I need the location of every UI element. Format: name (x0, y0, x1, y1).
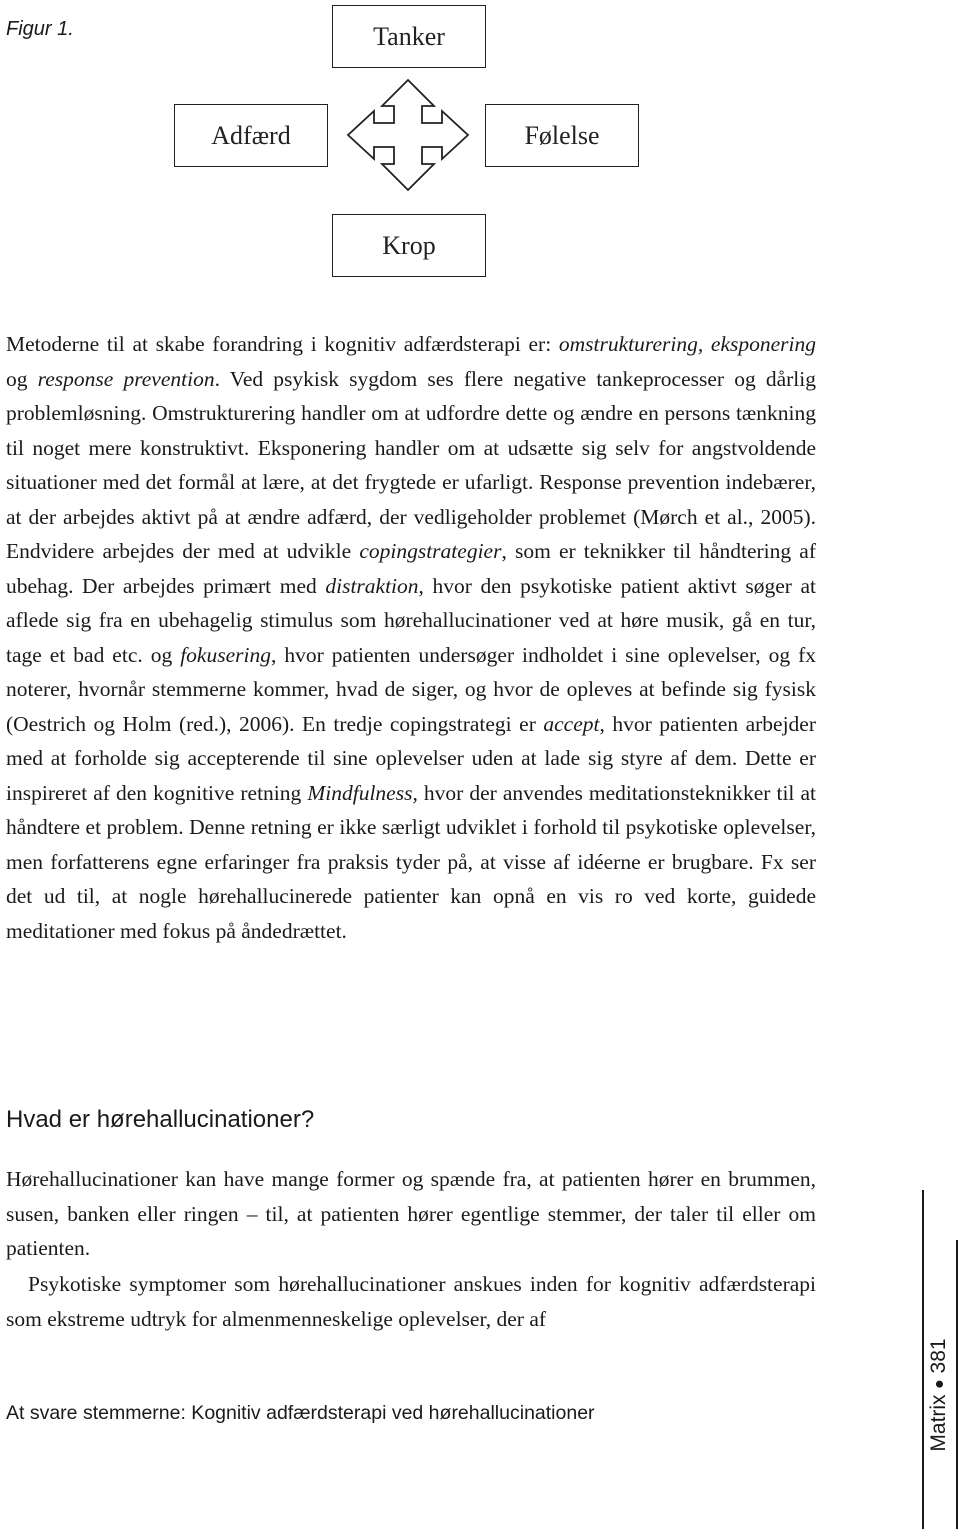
italic-term: omstrukturering, eksponering (558, 332, 817, 356)
bullet-dot-icon (936, 1380, 943, 1387)
text-run: hvor der anvendes meditationsteknikker til at håndtere et problem. Denne retning er ikke særligt udviklet i forhold til psykotiske oplevelser, men forfatterens egne erfaringer fra praksis tyder på, at visse af idéerne er brugbare. Fx ser det ud til, at nogle hørehallucinerede patienter kan opnå en vis ro ved korte, guidede meditationer med fokus på åndedrættet. (6, 780, 816, 943)
body-paragraph-symptoms: Psykotiske symptomer som hørehallucinationer anskues inden for kognitiv adfærdsterapi som ekstreme udtryk for almenmenneskelige oplevelser, der af (6, 1272, 816, 1331)
body-paragraph-definition: Hørehallucinationer kan have mange former og spænde fra, at patienten hører en brummen, susen, banken eller ringen – til, at patienten hører egentlige stemmer, der taler til eller om patienten. (6, 1167, 816, 1260)
text-run: , som er teknikker til håndtering af ubehag. Der arbejdes primært med (6, 539, 816, 598)
text-run: . Ved psykisk sygdom ses flere negative tankeprocesser og dårlig problemløsning. Omstrukturering handler om at udfordre dette og ændre en persons tænkning til noget mere konstruktivt. Eksponering handler om at udsætte sig selv for angstvoldende situationer med det formål at lære, at det frygtede er ufarligt. Response prevention indebærer, at der arbejdes aktivt på at ændre adfærd, der vedligeholder problemet (Mørch et al., 2005). Endvidere arbejdes der med at udvikle (6, 366, 817, 563)
italic-term: fokusering (180, 642, 271, 667)
italic-term: response prevention (37, 366, 215, 391)
journal-name: Matrix (927, 1394, 950, 1452)
italic-term: accept (543, 711, 600, 736)
diagram-node-adfaerd: Adfærd (174, 104, 328, 167)
italic-term: distraktion (325, 573, 419, 598)
diagram-node-tanker: Tanker (332, 5, 486, 68)
body-paragraph-methods (6, 327, 816, 948)
text-run: og (6, 366, 38, 391)
four-way-arrow-icon (346, 78, 470, 192)
text-run: , hvor patienten undersøger indholdet i sine oplevelser, og fx noterer, hvornår stemmerne kommer, hvad de siger, og hvor de opleves at befinde sig fysisk (Oestrich og Holm (red.), 2006). En tredje copingstrategi er (6, 642, 816, 736)
diagram-node-foelelse: Følelse (485, 104, 639, 167)
diagram-node-krop: Krop (332, 214, 486, 277)
section-heading: Hvad er hørehallucinationer? (6, 1106, 315, 1133)
running-head (927, 1338, 951, 1451)
footer-article-title: At svare stemmerne: Kognitiv adfærdsterapi ved hørehallucinationer (6, 1402, 595, 1424)
page-number: 381 (927, 1338, 950, 1374)
figure-label: Figur 1. (6, 18, 74, 40)
italic-term: copingstrategier (359, 539, 502, 563)
text-run: , hvor den psykotiske patient aktivt søger at aflede sig fra en ubehagelig stimulus som hørehallucinationer ved at høre musik, gå en tur, tage et bad etc. og (6, 573, 816, 667)
margin-rule-left (922, 1190, 924, 1529)
margin-rule-right (956, 1240, 958, 1529)
text-run: Metoderne til at skabe forandring i kognitiv adfærdsterapi er: (6, 332, 559, 356)
italic-term: Mindfulness, (307, 780, 418, 805)
text-run: , hvor patienten arbejder med at forholde sig accepterende til sine oplevelser uden at lade sig styre af dem. Dette er inspireret af den kognitive retning (6, 711, 816, 805)
